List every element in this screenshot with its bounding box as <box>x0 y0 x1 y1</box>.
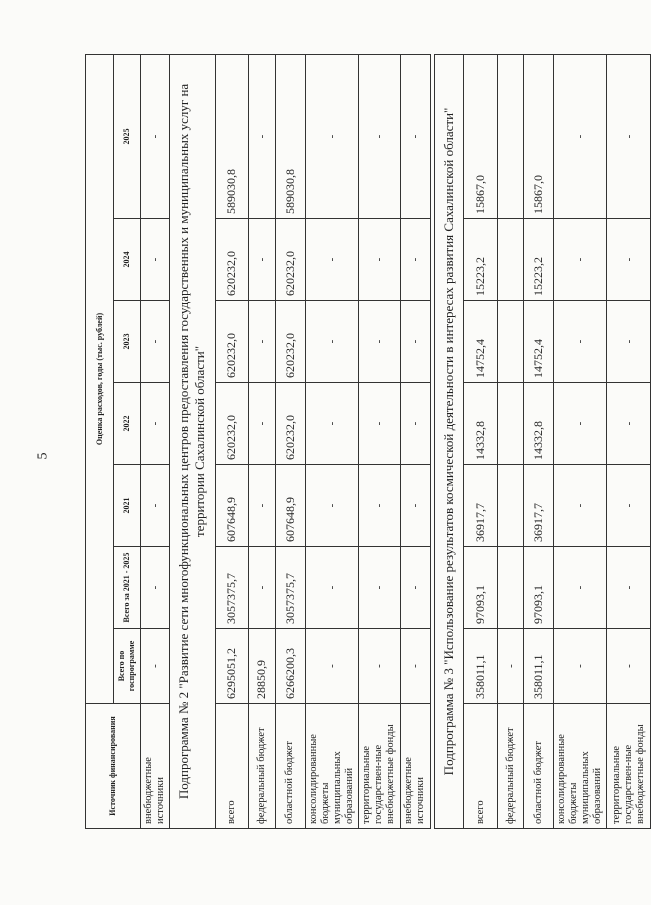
header-total-period: Всего за 2021 - 2025 <box>114 547 141 629</box>
table-cell: 28850,9 <box>248 629 275 704</box>
table-cell: - <box>305 465 358 547</box>
table-cell: - <box>554 465 607 547</box>
financing-table <box>85 54 651 829</box>
header-2022: 2022 <box>114 383 141 465</box>
table-cell: 36917,7 <box>464 465 498 547</box>
table-cell: - <box>607 629 651 704</box>
table-cell: - <box>607 219 651 301</box>
header-2023: 2023 <box>114 301 141 383</box>
table-cell: - <box>400 383 430 465</box>
table-cell: 6266200,3 <box>275 629 305 704</box>
table-cell: 620232,0 <box>215 383 248 465</box>
table-cell: 36917,7 <box>524 465 554 547</box>
row-label: федеральный бюджет <box>498 704 524 829</box>
table-cell: - <box>607 383 651 465</box>
table-cell: 589030,8 <box>275 54 305 218</box>
table-cell <box>498 383 524 465</box>
table-cell: 14752,4 <box>464 301 498 383</box>
table-cell: 3057375,7 <box>275 547 305 629</box>
table-cell: - <box>141 54 170 218</box>
table-cell: - <box>358 301 400 383</box>
table-cell: - <box>400 465 430 547</box>
table-row <box>498 54 524 828</box>
subprogram-2-rows <box>215 54 430 828</box>
table-cell: - <box>248 465 275 547</box>
table-row <box>607 54 651 828</box>
table-cell: 620232,0 <box>275 219 305 301</box>
table-cell: - <box>141 301 170 383</box>
table-cell: - <box>141 547 170 629</box>
table-cell: - <box>607 301 651 383</box>
row-label: внебюджетные источники <box>400 704 430 829</box>
table-cell: 620232,0 <box>215 219 248 301</box>
table-row <box>554 54 607 828</box>
table-cell <box>498 219 524 301</box>
table-row <box>141 54 170 828</box>
table-cell: - <box>400 629 430 704</box>
table-cell: 14332,8 <box>524 383 554 465</box>
table-cell: 607648,9 <box>275 465 305 547</box>
header-2024: 2024 <box>114 219 141 301</box>
table-cell: - <box>141 383 170 465</box>
table-cell: 358011,1 <box>524 629 554 704</box>
table-cell: 620232,0 <box>275 301 305 383</box>
table-cell: - <box>358 219 400 301</box>
table-cell: 589030,8 <box>215 54 248 218</box>
header-2021: 2021 <box>114 465 141 547</box>
table-cell: - <box>400 54 430 218</box>
header-source: Источник финансирования <box>86 704 141 829</box>
table-row <box>524 54 554 828</box>
row-label: консолидированные бюджеты муниципальных образований <box>554 704 607 829</box>
table-cell: - <box>248 547 275 629</box>
table-cell: 15223,2 <box>464 219 498 301</box>
table-row <box>275 54 305 828</box>
row-label: консолидированные бюджеты муниципальных образований <box>305 704 358 829</box>
table-row <box>248 54 275 828</box>
table-cell: 14752,4 <box>524 301 554 383</box>
table-row <box>464 54 498 828</box>
table-row <box>305 54 358 828</box>
row-label: областной бюджет <box>524 704 554 829</box>
table-cell: - <box>554 219 607 301</box>
row-label: областной бюджет <box>275 704 305 829</box>
table-cell: 607648,9 <box>215 465 248 547</box>
top-rows <box>141 54 170 828</box>
table-cell: - <box>498 629 524 704</box>
table-row <box>215 54 248 828</box>
table-row <box>358 54 400 828</box>
table-cell: 3057375,7 <box>215 547 248 629</box>
table-cell: - <box>607 465 651 547</box>
table-cell: - <box>554 547 607 629</box>
row-label: всего <box>215 704 248 829</box>
table-cell: 15867,0 <box>464 54 498 218</box>
table-cell: 14332,8 <box>464 383 498 465</box>
table-cell: - <box>305 54 358 218</box>
table-cell: 620232,0 <box>275 383 305 465</box>
table-cell: 6295051,2 <box>215 629 248 704</box>
table-cell: - <box>358 54 400 218</box>
table-cell: - <box>305 219 358 301</box>
subprogram-3-rows <box>464 54 651 828</box>
table-cell: 620232,0 <box>215 301 248 383</box>
table-cell: - <box>554 54 607 218</box>
table-cell: - <box>248 383 275 465</box>
subprogram-2-title-row <box>170 54 216 828</box>
table-cell <box>498 54 524 218</box>
table-cell: - <box>248 54 275 218</box>
table-cell: 97093,1 <box>464 547 498 629</box>
table-cell <box>498 465 524 547</box>
table-cell: - <box>358 465 400 547</box>
table-cell: 15867,0 <box>524 54 554 218</box>
table-cell <box>498 301 524 383</box>
table-cell: 97093,1 <box>524 547 554 629</box>
header-2025: 2025 <box>114 54 141 218</box>
table-cell: - <box>248 219 275 301</box>
table-cell: - <box>141 629 170 704</box>
table-cell: - <box>400 219 430 301</box>
table-cell: - <box>607 54 651 218</box>
header-estimate: Оценка расходов, годы (тыс. рублей) <box>86 54 114 703</box>
table-cell: - <box>305 547 358 629</box>
table-cell: - <box>400 547 430 629</box>
row-label: территориальные государствен-ные внебюджетные фонды <box>607 704 651 829</box>
table-cell: - <box>305 301 358 383</box>
row-label: всего <box>464 704 498 829</box>
row-label: территориальные государствен-ные внебюджетные фонды <box>358 704 400 829</box>
table-cell: - <box>554 383 607 465</box>
subprogram-3-title: Подпрограмма № 3 "Использование результатов космической деятельности в интересах развития Сахалинской области" <box>434 54 463 828</box>
table-row <box>400 54 430 828</box>
subprogram-3-title-row <box>434 54 463 828</box>
table-cell: - <box>358 383 400 465</box>
table-cell: - <box>141 219 170 301</box>
rotated-table-container <box>85 55 646 829</box>
table-cell: - <box>400 301 430 383</box>
header-total-state: Всего по госпрограмме <box>114 629 141 704</box>
table-cell: 15223,2 <box>524 219 554 301</box>
table-cell: - <box>305 383 358 465</box>
table-cell: 358011,1 <box>464 629 498 704</box>
subprogram-2-title: Подпрограмма № 2 "Развитие сети многофункциональных центров предоставления государственных и муниципальных услуг на территории Сахалинской области" <box>170 54 216 828</box>
table-cell: - <box>554 629 607 704</box>
table-cell: - <box>554 301 607 383</box>
table-cell: - <box>358 547 400 629</box>
table-cell <box>498 547 524 629</box>
table-cell: - <box>607 547 651 629</box>
page-number: 5 <box>35 452 51 460</box>
table-cell: - <box>358 629 400 704</box>
table-cell: - <box>248 301 275 383</box>
table-cell: - <box>141 465 170 547</box>
header-row-1 <box>86 54 114 828</box>
row-label: внебюджетные источники <box>141 704 170 829</box>
row-label: федеральный бюджет <box>248 704 275 829</box>
table-cell: - <box>305 629 358 704</box>
